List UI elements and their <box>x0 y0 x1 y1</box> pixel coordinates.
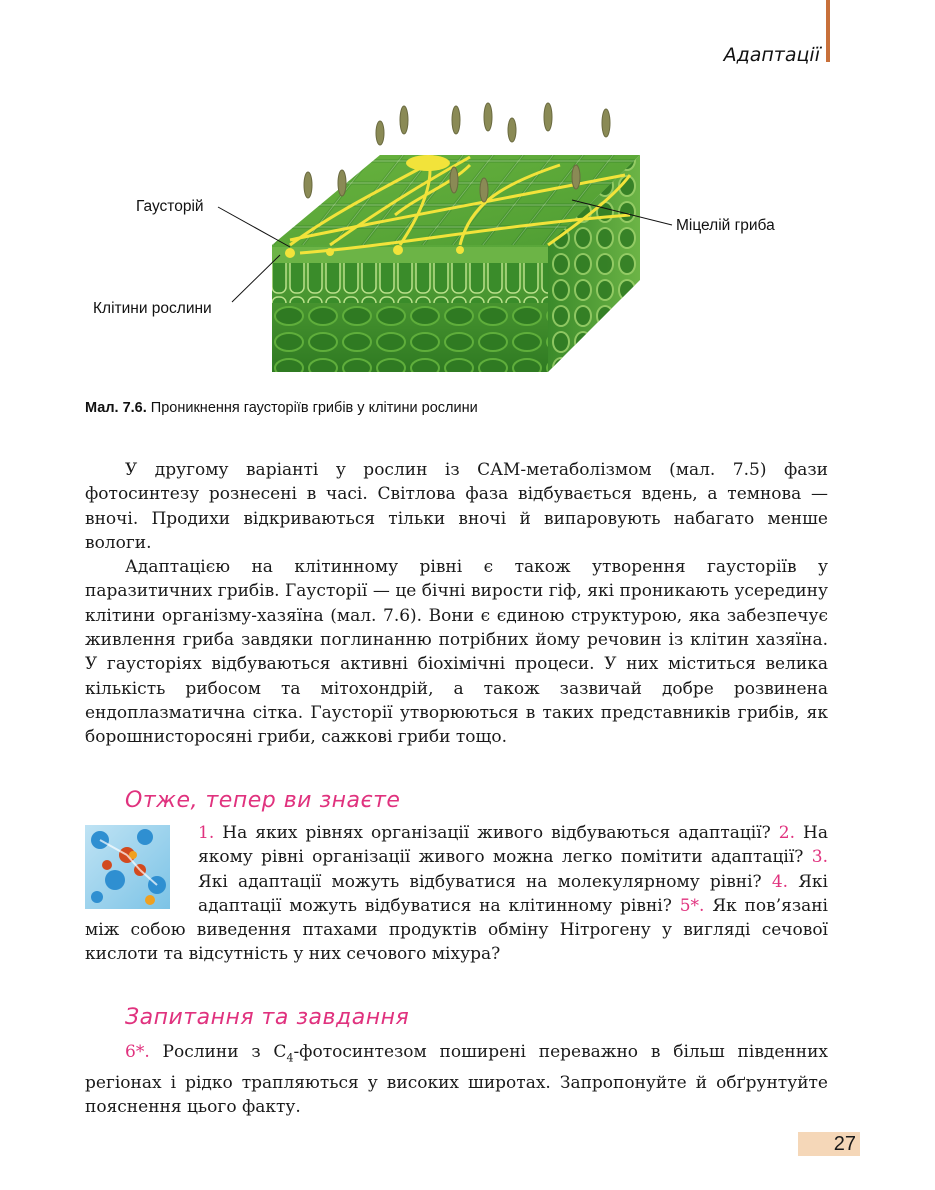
q6-text-a: Рослини з C <box>149 1042 287 1062</box>
figure-caption <box>85 400 478 416</box>
label-mycelium: Міцелій гриба <box>676 217 775 234</box>
figure-haustoria <box>0 95 935 385</box>
q3-number: 3. <box>811 847 828 868</box>
body-text <box>85 458 828 750</box>
header-rule <box>826 0 830 62</box>
section-title: Адаптації <box>723 44 820 66</box>
caption-number: Мал. 7.6. <box>85 400 147 416</box>
tasks-heading: Запитання та завдання <box>125 1005 410 1030</box>
leaf-tissue-illustration <box>0 95 935 385</box>
q5-text: Як пов’язані між собою виведення птахами продуктів обміну Нітрогену у вигляді сечової кислоти та відсутність у них сечового міхура? <box>85 895 828 965</box>
paragraph-2: Адаптацією на клітинному рівні є також утворення гаусторіїв у паразитичних грибів. Гаусторії — це бічні вирости гіф, які проникають усередину клітини організму-хазяїна (мал. 7.6). Вони є єдиною структурою, яка забезпечує живлення гриба завдяки поглинанню потрібних йому речовин із клітин хазяїна. У гаусторіях відбуваються активні біохімічні процеси. У них міститься велика кількість рибосом та мітохондрій, а також зазвичай добре розвинена ендоплазматична сітка. Гаусторії утворюються в таких представників грибів, як борошнисторосяні гриби, сажкові гриби тощо. <box>85 557 828 748</box>
page-number: 27 <box>798 1132 860 1156</box>
q5-number: 5*. <box>679 895 705 916</box>
q1-number: 1. <box>198 823 215 843</box>
summary-heading: Отже, тепер ви знаєте <box>125 788 401 813</box>
q1-text: На яких рівнях організації живого відбуваються адаптації? <box>214 823 779 843</box>
summary-questions <box>85 821 828 967</box>
q2-number: 2. <box>778 823 796 843</box>
tasks-text <box>85 1040 828 1119</box>
caption-text: Проникнення гаусторіїв грибів у клітини рослини <box>146 400 478 416</box>
q6-text-b: -фотосинтезом поширені переважно в більш південних регіонах і рідко трапляються у високих широтах. Запропонуйте й обґрунтуйте пояснення цього факту. <box>85 1042 828 1117</box>
q4-text: Які адаптації можуть відбуватися на клітинному рівні? <box>198 871 828 916</box>
q4-number: 4. <box>771 871 789 892</box>
q3-text: Які адаптації можуть відбуватися на молекулярному рівні? <box>198 871 772 892</box>
label-plant-cells: Клітини рослини <box>93 300 212 317</box>
label-haustorium: Гаусторій <box>136 198 204 215</box>
q6-subscript: 4 <box>286 1051 294 1065</box>
paragraph-1: У другому варіанті у рослин із САМ-метаболізмом (мал. 7.5) фази фотосинтезу рознесені в часі. Світлова фаза відбувається вдень, а темнова — вночі. Продихи відкриваються тільки вночі й випаровують набагато менше вологи. <box>85 460 828 553</box>
q2-text: На якому рівні організації живого можна легко помітити адаптації? <box>198 823 829 868</box>
q6-number: 6*. <box>125 1042 150 1062</box>
